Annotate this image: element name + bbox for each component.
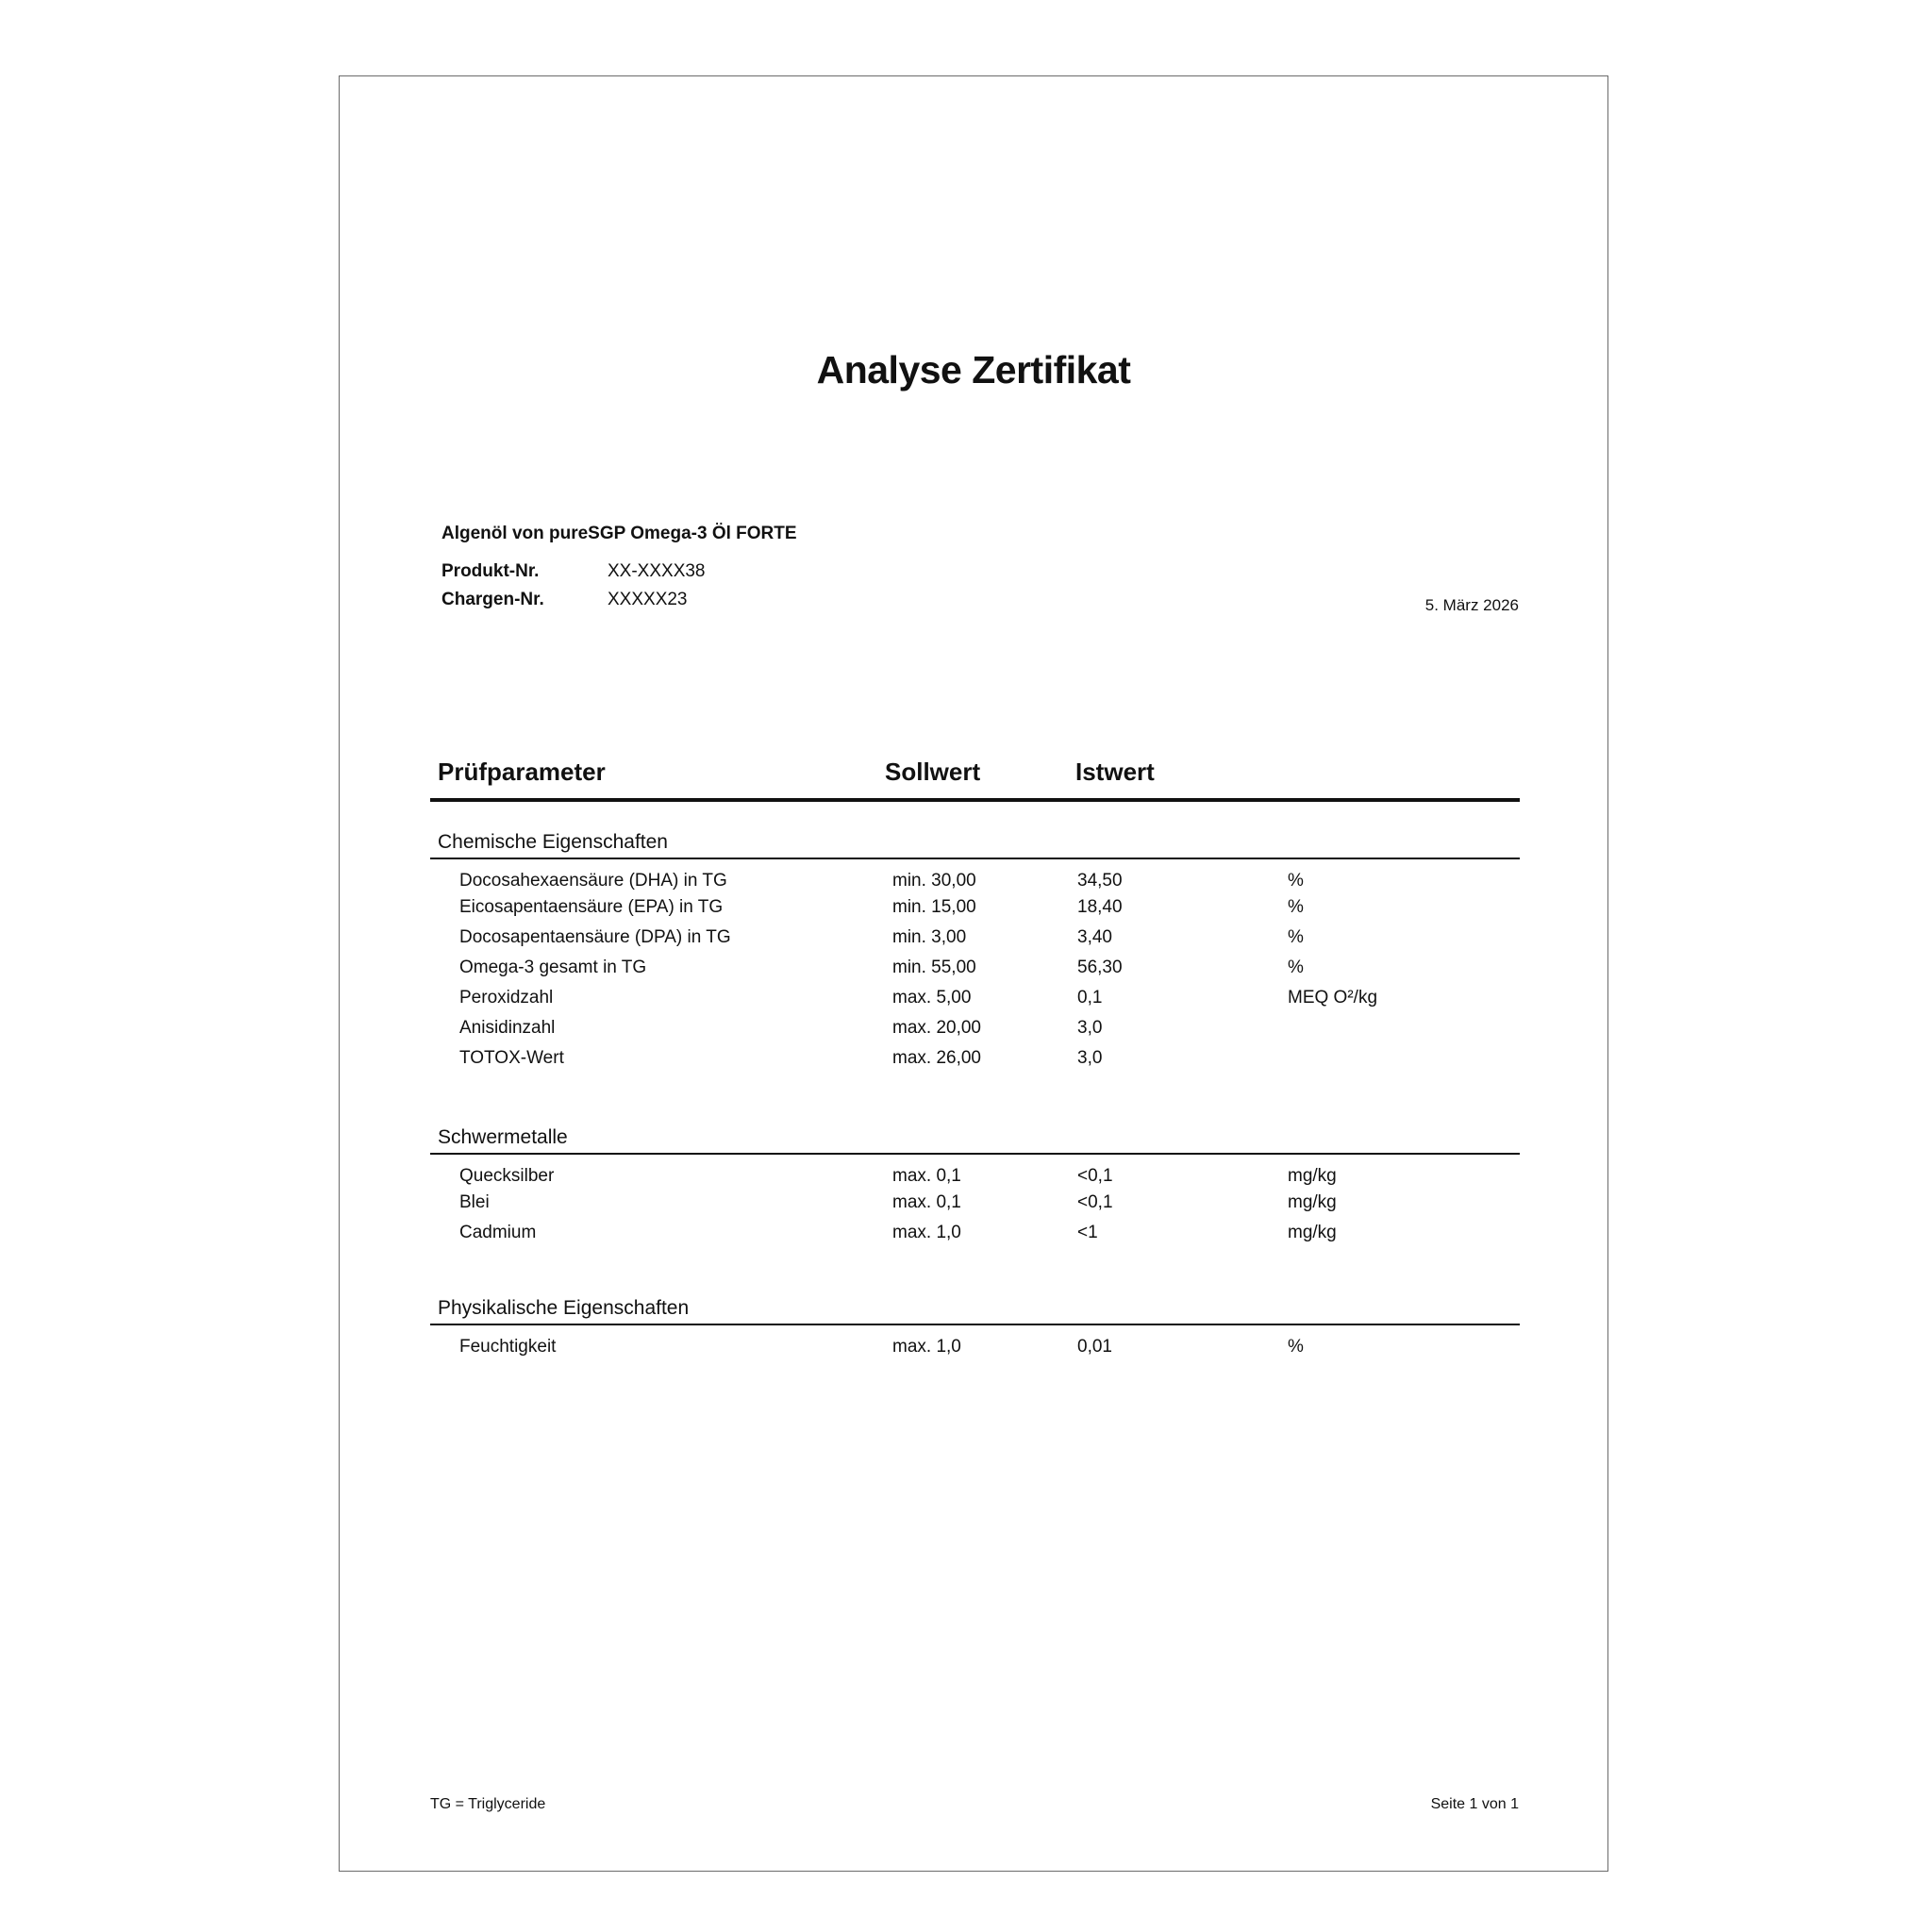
column-header-istwert: Istwert [1075,758,1155,786]
parameter-name: Docosahexaensäure (DHA) in TG [459,871,727,891]
section-title: Physikalische Eigenschaften [438,1297,690,1319]
sollwert-value: max. 0,1 [892,1166,961,1186]
sollwert-value: max. 20,00 [892,1018,981,1038]
product-no-label: Produkt-Nr. [441,561,540,581]
sollwert-value: min. 55,00 [892,958,976,977]
istwert-value: 56,30 [1077,958,1123,977]
batch-no-value: XXXXX23 [608,590,688,609]
parameter-name: Anisidinzahl [459,1018,556,1038]
sollwert-value: max. 5,00 [892,988,972,1008]
unit-value: mg/kg [1288,1192,1337,1212]
istwert-value: 0,01 [1077,1337,1112,1357]
parameter-name: Peroxidzahl [459,988,554,1008]
istwert-value: 3,40 [1077,927,1112,947]
sollwert-value: min. 30,00 [892,871,976,891]
istwert-value: 18,40 [1077,897,1123,917]
unit-value: MEQ O²/kg [1288,988,1378,1008]
parameter-name: Docosapentaensäure (DPA) in TG [459,927,731,947]
istwert-value: 3,0 [1077,1048,1103,1068]
sollwert-value: min. 15,00 [892,897,976,917]
section-divider [430,1324,1520,1325]
document-title: Analyse Zertifikat [816,348,1131,391]
parameter-name: Quecksilber [459,1166,555,1186]
istwert-value: 0,1 [1077,988,1103,1008]
section-title: Chemische Eigenschaften [438,831,668,853]
sollwert-value: max. 26,00 [892,1048,981,1068]
parameter-name: TOTOX-Wert [459,1048,564,1068]
parameter-name: Feuchtigkeit [459,1337,557,1357]
header-divider [430,798,1520,802]
sollwert-value: max. 1,0 [892,1337,961,1357]
unit-value: % [1288,897,1304,917]
unit-value: mg/kg [1288,1223,1337,1242]
product-no-value: XX-XXXX38 [608,561,706,581]
page-number: Seite 1 von 1 [1430,1796,1519,1812]
unit-value: % [1288,958,1304,977]
unit-value: % [1288,927,1304,947]
certificate-date: 5. März 2026 [1424,596,1519,614]
istwert-value: <0,1 [1077,1192,1113,1212]
section-divider [430,858,1520,859]
istwert-value: <0,1 [1077,1166,1113,1186]
sollwert-value: max. 0,1 [892,1192,961,1212]
sollwert-value: min. 3,00 [892,927,967,947]
istwert-value: 34,50 [1077,871,1123,891]
parameter-name: Eicosapentaensäure (EPA) in TG [459,897,724,917]
column-header-parameter: Prüfparameter [438,758,606,786]
product-name: Algenöl von pureSGP Omega-3 Öl FORTE [441,524,797,543]
unit-value: % [1288,1337,1304,1357]
parameter-name: Blei [459,1192,490,1212]
footer-legend: TG = Triglyceride [430,1796,546,1812]
istwert-value: 3,0 [1077,1018,1103,1038]
section-divider [430,1153,1520,1155]
column-header-sollwert: Sollwert [885,758,981,786]
sollwert-value: max. 1,0 [892,1223,961,1242]
istwert-value: <1 [1077,1223,1098,1242]
certificate-page [339,75,1608,1872]
parameter-name: Cadmium [459,1223,537,1242]
unit-value: mg/kg [1288,1166,1337,1186]
section-title: Schwermetalle [438,1126,568,1148]
parameter-name: Omega-3 gesamt in TG [459,958,647,977]
batch-no-label: Chargen-Nr. [441,590,544,609]
unit-value: % [1288,871,1304,891]
